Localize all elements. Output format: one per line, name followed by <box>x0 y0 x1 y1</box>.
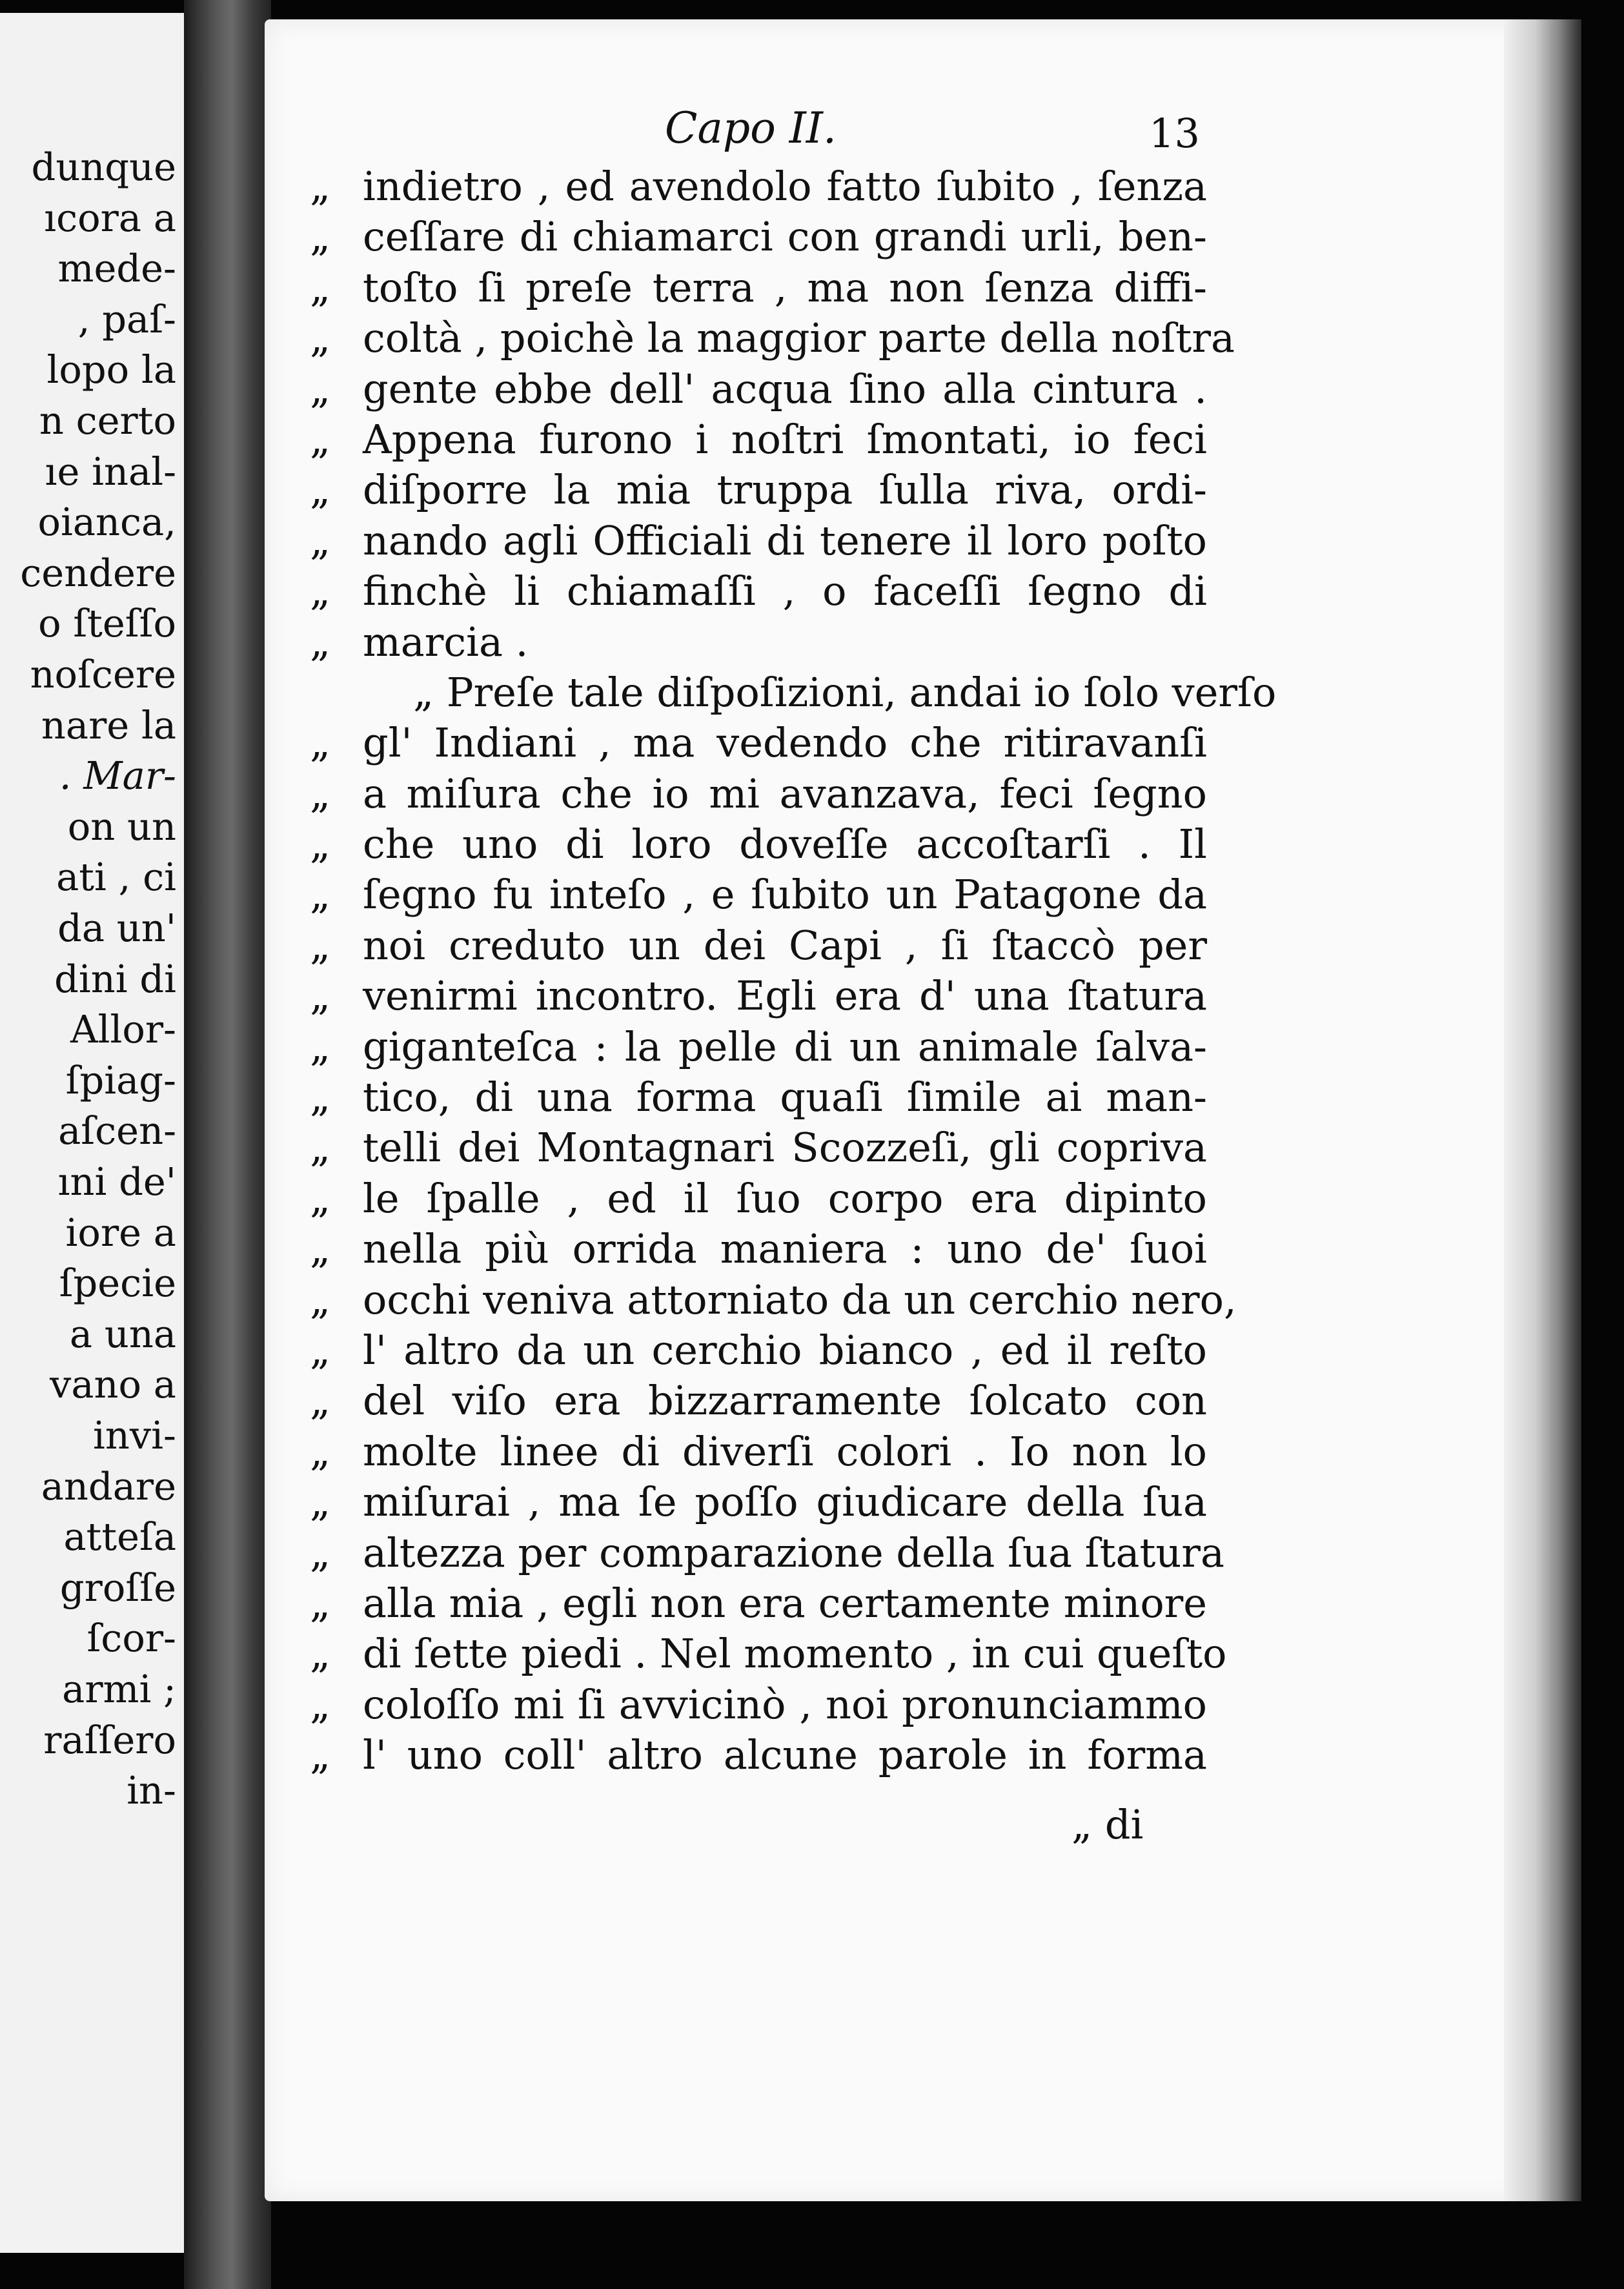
text-line <box>310 921 1207 971</box>
quote-mark: „ <box>310 1225 331 1273</box>
text-line <box>310 1174 1207 1224</box>
quote-mark: „ <box>310 365 331 412</box>
line-text: coltà , poichè la maggior parte della noſtra <box>363 314 1235 362</box>
text-line <box>310 516 1207 566</box>
text-line <box>310 1376 1207 1426</box>
previous-page-line: . Mar- <box>59 753 176 799</box>
quote-mark: „ <box>310 163 331 210</box>
line-text: nando agli Officiali di tenere il loro poſto <box>363 516 1207 564</box>
line-text: gl' Indiani , ma vedendo che ritiravanſi <box>363 719 1207 767</box>
previous-page-line: iore a <box>65 1210 176 1255</box>
line-text: l' uno coll' altro alcune parole in forma <box>363 1731 1207 1779</box>
line-text: occhi veniva attorniato da un cerchio nero, <box>363 1276 1237 1323</box>
previous-page-line: atteſa <box>63 1514 176 1560</box>
page-number: 13 <box>1149 110 1200 157</box>
text-line <box>310 1680 1207 1730</box>
quote-mark: „ <box>310 516 331 564</box>
previous-page-line: armi ; <box>62 1667 176 1711</box>
quote-mark: „ <box>310 466 331 514</box>
previous-page-line: ſpiag- <box>65 1057 176 1103</box>
previous-page-line: lopo la <box>46 347 176 392</box>
quote-mark: „ <box>310 1174 331 1222</box>
quote-mark: „ <box>310 314 331 362</box>
quote-mark: „ <box>310 719 331 767</box>
previous-page-line: nare la <box>41 702 176 748</box>
previous-page-line: ıni de' <box>57 1159 176 1204</box>
quote-mark: „ <box>310 1630 331 1678</box>
line-text: Appena furono i noſtri ſmontati, io feci <box>363 415 1207 463</box>
line-text: finchè li chiamaſſi , o faceſſi ſegno di <box>363 567 1207 615</box>
line-text: venirmi incontro. Egli era d' una ſtatura <box>363 972 1207 1020</box>
text-line <box>310 718 1207 768</box>
previous-page-line: dunque <box>31 145 176 189</box>
text-line <box>310 1427 1207 1477</box>
page-edge-shadow <box>1504 19 1581 2201</box>
previous-page-line: vano a <box>50 1362 176 1407</box>
previous-page-line: ıcora a <box>44 195 176 240</box>
quote-mark: „ <box>310 1478 331 1526</box>
line-text: telli dei Montagnari Scozzeſi, gli copriva <box>363 1124 1207 1172</box>
quote-mark: „ <box>310 1680 331 1728</box>
quote-mark: „ <box>310 415 331 463</box>
quote-mark: „ <box>310 618 331 666</box>
quote-mark: „ <box>310 213 331 261</box>
previous-page-line: in- <box>127 1768 176 1813</box>
quote-mark: „ <box>310 820 331 868</box>
text-line <box>310 667 1277 718</box>
previous-page-line: noſcere <box>30 652 176 697</box>
text-line <box>310 1477 1207 1527</box>
previous-page-line: andare <box>41 1463 176 1509</box>
previous-page-line: raſſero <box>43 1717 176 1762</box>
previous-page-line: on un <box>67 804 176 849</box>
previous-page-line: invi- <box>92 1413 176 1458</box>
previous-page-line: o ſteſſo <box>38 601 176 646</box>
previous-page-line: da un' <box>57 906 176 950</box>
body-text <box>310 161 1277 1781</box>
text-line <box>310 819 1207 870</box>
line-text: marcia . <box>363 618 529 666</box>
quote-mark: „ <box>310 1579 331 1627</box>
line-text: tico, di una forma quaſi ſimile ai man- <box>363 1073 1207 1121</box>
text-line <box>310 465 1207 515</box>
line-text: altezza per comparazione della ſua ſtatura <box>363 1529 1224 1576</box>
quote-mark: „ <box>310 1529 331 1576</box>
line-text: „ Preſe tale diſpoſizioni, andai io ſolo verſo <box>413 668 1277 716</box>
book-gutter <box>184 0 271 2289</box>
previous-page-line: groſſe <box>59 1565 176 1610</box>
quote-mark: „ <box>310 972 331 1020</box>
text-line <box>310 1578 1207 1629</box>
line-text: che uno di loro doveſſe accoſtarſi . Il <box>363 820 1207 868</box>
text-line <box>310 313 1235 363</box>
line-text: del viſo era bizzarramente ſolcato con <box>363 1377 1207 1425</box>
line-text: le ſpalle , ed il ſuo corpo era dipinto <box>363 1174 1207 1222</box>
previous-page-line: , paſ- <box>77 296 176 341</box>
text-line <box>310 161 1207 212</box>
line-text: noi creduto un dei Capi , ſi ſtaccò per <box>363 921 1207 969</box>
line-text: ceſſare di chiamarci con grandi urli, ben- <box>363 213 1207 261</box>
quote-mark: „ <box>310 1731 331 1779</box>
previous-page-line: ıe inal- <box>45 449 176 494</box>
quote-mark: „ <box>310 567 331 615</box>
previous-page-line: mede- <box>57 246 176 291</box>
previous-page-line: aſcen- <box>58 1108 176 1154</box>
quote-mark: „ <box>310 769 331 817</box>
text-line <box>310 971 1207 1021</box>
text-line <box>310 1022 1207 1072</box>
text-line <box>310 1072 1207 1123</box>
quote-mark: „ <box>310 1276 331 1323</box>
quote-mark: „ <box>310 1022 331 1070</box>
text-line <box>310 1123 1207 1173</box>
previous-page-line: cendere <box>20 550 176 595</box>
text-line <box>310 566 1207 616</box>
text-line <box>310 1730 1207 1780</box>
text-line <box>310 1275 1237 1325</box>
line-text: indietro , ed avendolo fatto ſubito , ſenza <box>363 163 1207 210</box>
text-line <box>310 870 1207 920</box>
text-line <box>310 1325 1207 1376</box>
catchword: „ di <box>1071 1801 1144 1848</box>
quote-mark: „ <box>310 1073 331 1121</box>
line-text: nella più orrida maniera : uno de' ſuoi <box>363 1225 1207 1273</box>
line-text: diſporre la mia truppa ſulla riva, ordi- <box>363 466 1207 514</box>
quote-mark: „ <box>310 1377 331 1425</box>
text-line <box>310 769 1207 819</box>
text-line <box>310 414 1207 465</box>
line-text: coloſſo mi ſi avvicinò , noi pronunciammo <box>363 1680 1207 1728</box>
line-text: gente ebbe dell' acqua ſino alla cintura . <box>363 365 1207 412</box>
text-line <box>310 263 1207 313</box>
previous-page-line: ati , ci <box>56 855 176 900</box>
previous-page-line: ſcor- <box>86 1616 176 1661</box>
line-text: toſto ſi preſe terra , ma non ſenza diffi- <box>363 263 1207 311</box>
quote-mark: „ <box>310 921 331 969</box>
line-text: l' altro da un cerchio bianco , ed il reſto <box>363 1326 1207 1374</box>
previous-page-line: ſpecie <box>59 1261 176 1306</box>
previous-page-line: dini di <box>54 956 176 1001</box>
line-text: miſurai , ma ſe poſſo giudicare della ſua <box>363 1478 1207 1526</box>
text-line <box>310 617 1207 667</box>
text-line <box>310 1629 1227 1679</box>
line-text: alla mia , egli non era certamente minore <box>363 1579 1207 1627</box>
previous-page-line: Allor- <box>70 1007 176 1052</box>
previous-page-line: n certo <box>39 398 176 443</box>
text-line <box>310 364 1207 414</box>
text-line <box>310 1224 1207 1274</box>
quote-mark: „ <box>310 263 331 311</box>
running-head: Capo II. <box>665 103 837 153</box>
previous-page-line: a una <box>69 1311 176 1356</box>
text-line <box>310 212 1207 262</box>
line-text: molte linee di diverſi colori . Io non lo <box>363 1427 1207 1475</box>
line-text: ſegno fu inteſo , e ſubito un Patagone da <box>363 871 1207 919</box>
line-text: a miſura che io mi avanzava, feci ſegno <box>363 769 1207 817</box>
quote-mark: „ <box>310 1326 331 1374</box>
quote-mark: „ <box>310 871 331 919</box>
quote-mark: „ <box>310 1124 331 1172</box>
quote-mark: „ <box>310 1427 331 1475</box>
line-text: di ſette piedi . Nel momento , in cui queſto <box>363 1630 1227 1678</box>
line-text: giganteſca : la pelle di un animale ſalva- <box>363 1022 1207 1070</box>
previous-page-line: oianca, <box>37 500 176 545</box>
previous-page-fragment <box>0 13 187 2253</box>
text-line <box>310 1528 1224 1578</box>
